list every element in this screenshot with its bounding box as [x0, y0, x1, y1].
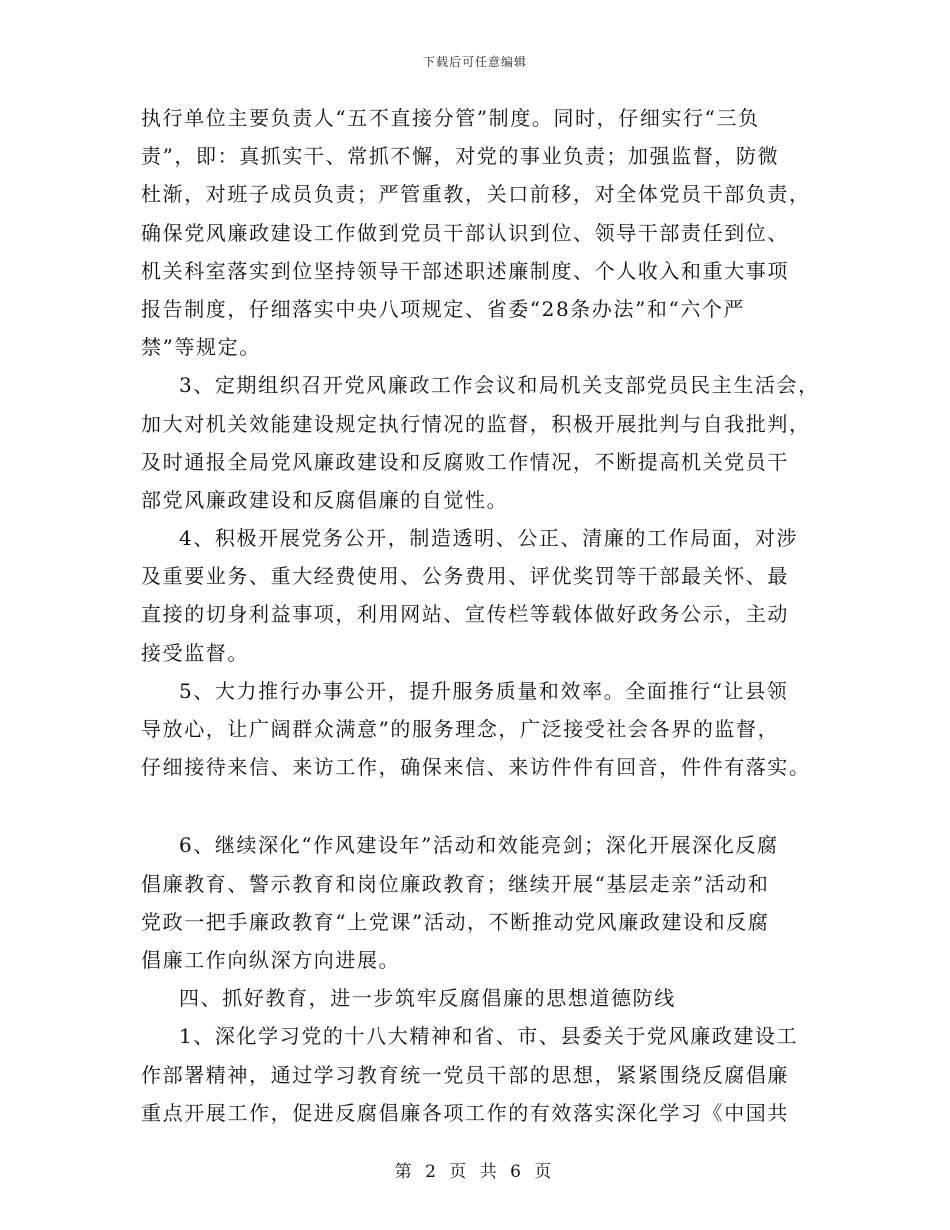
paragraph-5-start: 5、大力推行办事公开，提升服务质量和效率。全面推行“让县领: [179, 678, 789, 703]
paragraph-gap: [141, 795, 813, 835]
page-number-footer: 第 2 页 共 6 页: [394, 1162, 556, 1182]
text-line: 加大对机关效能建设规定执行情况的监督，积极开展批判与自我批判，: [141, 411, 811, 436]
text-line: 机关科室落实到位坚持领导干部述职述廉制度、个人收入和重大事项: [141, 258, 789, 283]
text-line: 确保党风廉政建设工作做到党员干部认识到位、领导干部责任到位、: [141, 220, 789, 245]
text-line: 倡廉教育、警示教育和岗位廉政教育；继续开展“基层走亲”活动和: [141, 871, 770, 896]
text-line: 导放心，让广阔群众满意”的服务理念，广泛接受社会各界的监督，: [141, 717, 780, 741]
paragraph-6-start: 6、继续深化“作风建设年”活动和效能亮剑；深化开展深化反腐: [179, 833, 779, 858]
text-line: 责”，即：真抓实干、常抓不懈，对党的事业负责；加强监督，防微: [141, 144, 780, 169]
text-line: 执行单位主要负责人“五不直接分管”制度。同时，仔细实行“三负: [141, 106, 760, 130]
text-line: 党政一把手廉政教育“上党课”活动，不断推动党风廉政建设和反腐: [141, 909, 770, 934]
section-heading: 四、抓好教育，进一步筑牢反腐倡廉的思想道德防线: [179, 986, 676, 1011]
text-line: 禁”等规定。: [141, 335, 261, 360]
text-line: 杜渐，对班子成员负责；严管重教，关口前移，对全体党员干部负责，: [141, 182, 811, 207]
paragraph-3-start: 3、定期组织召开党风廉政工作会议和局机关支部党员民主生活会，: [179, 373, 820, 398]
text-line: 作部署精神，通过学习教育统一党员干部的思想，紧紧围绕反腐倡廉: [141, 1062, 789, 1087]
paragraph-4-start: 4、积极开展党务公开，制造透明、公正、清廉的工作局面，对涉: [179, 526, 799, 551]
text-line: 及重要业务、重大经费使用、公务费用、评优奖罚等干部最关怀、最: [141, 564, 789, 589]
paragraph-1-start: 1、深化学习党的十八大精神和省、市、县委关于党风廉政建设工: [179, 1024, 799, 1049]
text-line: 接受监督。: [141, 640, 249, 665]
text-line: 报告制度，仔细落实中央八项规定、省委“28条办法”和“六个严: [141, 296, 746, 321]
text-line: 重点开展工作，促进反腐倡廉各项工作的有效落实深化学习《中国共: [141, 1100, 789, 1125]
text-line: 及时通报全局党风廉政建设和反腐败工作情况，不断提高机关党员干: [141, 449, 789, 474]
text-line: 直接的切身利益事项，利用网站、宣传栏等载体做好政务公示，主动: [141, 602, 789, 627]
text-line: 部党风廉政建设和反腐倡廉的自觉性。: [141, 487, 509, 512]
text-line: 仔细接待来信、来访工作，确保来信、来访件件有回音，件件有落实。: [141, 755, 811, 780]
document-body: [141, 106, 820, 1141]
page-header-note: 下载后可任意编辑: [422, 55, 527, 69]
text-line: 倡廉工作向纵深方向进展。: [141, 947, 401, 972]
